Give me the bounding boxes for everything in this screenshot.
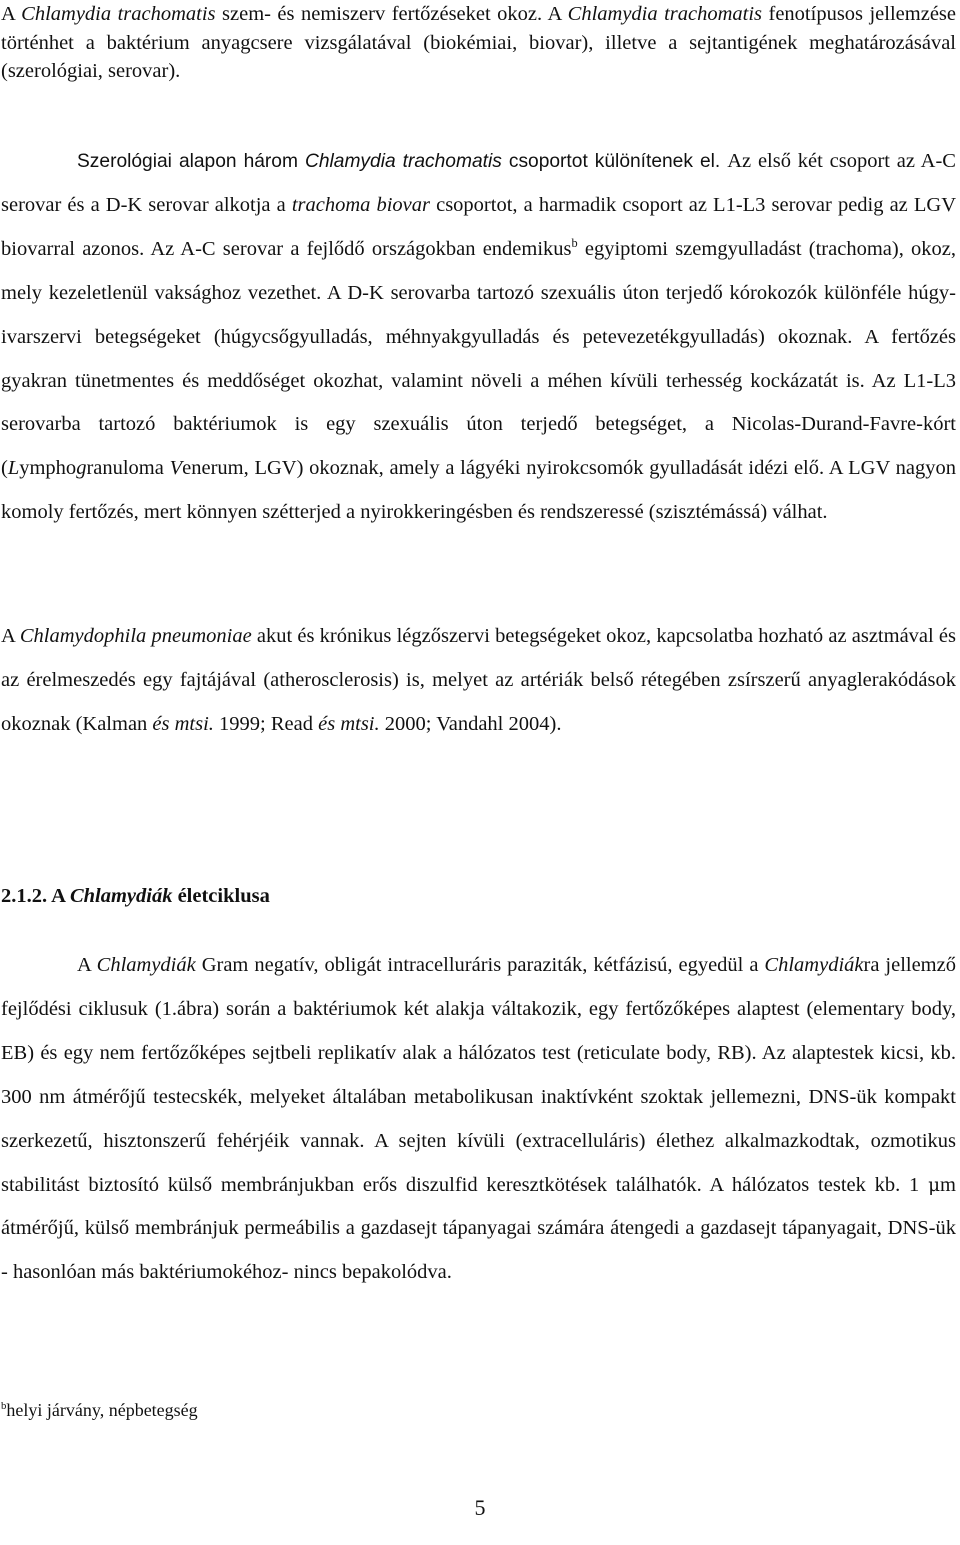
footnote-text: helyi járvány, népbetegség xyxy=(6,1400,198,1420)
text-run: A D-K serovarba tartozó szexuális úton terjedő kórokozók különféle húgy-ivarszervi betegségeket (húgycsőgyulladás, méhnyakgyulladás és petevezetékgyulladás) okoznak. A fertőzés gyakran tünetmentes és meddőséget okozhat, valamint növeli a méhen kívüli terhesség kockázatát is. Az L1-L3 serovarba tartozó baktériumok is egy szexuális úton terjedő betegséget, a Nicolas-Durand-Favre-kórt ( xyxy=(1,281,957,480)
text-run: 2000; Vandahl 2004). xyxy=(379,712,562,735)
footnote-marker: b xyxy=(1,1400,7,1412)
text-run: ra jellemző fejlődési ciklusuk (1.ábra) során a baktériumok két alakja váltakozik, egy fertőzőképes alaptest (elementary body, EB) és egy nem fertőzőképes sejtbeli replikatív alak a hálózatos test (reticulate body, RB). Az alaptestek kicsi, kb. 300 nm átmérőjű testecskék, melyeket általában metabolikusan inaktívként szoktak jellemezni, DNS-ük kompakt szerkezetű, hisztonszerű fehérjéik vannak. A sejten kívüli (extracelluláris) élethez alkalmazkodtak, ozmotikus stabilitást biztosító külső membránjukban erős diszulfid keresztkötések találhatók. A hálózatos testek kb. 1 xyxy=(1,954,956,1196)
genus-name: Chlamydiák xyxy=(96,954,196,976)
text-run: A xyxy=(1,3,22,25)
emphasis-letter: g xyxy=(76,457,87,480)
page-number: 5 xyxy=(474,1495,486,1520)
text-run: A xyxy=(77,954,97,976)
genus-name: Chlamydiák xyxy=(69,885,173,907)
section-number: 2.1.2. xyxy=(1,885,52,907)
text-run: szem- és nemiszerv fertőzéseket okoz. A xyxy=(215,3,568,25)
emphasis-letter: L xyxy=(7,457,20,480)
text-run: egyiptomi szemgyulladást (trachoma), okoz, mely kezeletlenül vaksághoz vezethet. xyxy=(1,237,957,304)
paragraph-chlamydia-trachomatis-intro xyxy=(1,0,956,86)
text-run: A xyxy=(1,625,20,647)
paragraph-life-cycle xyxy=(1,944,956,1295)
citation-et-al: és mtsi. xyxy=(318,712,380,735)
text-run: csoportot, a harmadik csoport az L1-L3 serovar pedig az LGV biovarral azonos. Az A-C serovar a fejlődő országokban endemikus xyxy=(1,193,956,260)
paragraph-serological-groups xyxy=(1,140,956,535)
genus-name: Chlamydiák xyxy=(764,954,864,976)
citation-et-al: és mtsi. xyxy=(152,712,214,735)
footnote-marker: b xyxy=(571,235,578,250)
text-run: m átmérőjű, külső membránjuk permeábilis a gazdasejt tápanyagai számára átengedi a gazdasejt tápanyagait, DNS-ük - hasonlóan más baktériumokéhoz- nincs bepakolódva. xyxy=(1,1173,956,1284)
text-run: Az első két csoport az A-C serovar és a D-K serovar alkotja a xyxy=(1,150,956,216)
micro-symbol: μ xyxy=(928,1174,941,1196)
emphasis-letter: V xyxy=(169,457,183,480)
text-run: fenotípusos jellemzése történhet a baktérium anyagcsere vizsgálatával (biokémiai, biovar), illetve a sejtantigének meghatározásával (szerológiai, serovar). xyxy=(1,3,956,82)
text-run: életciklusa xyxy=(172,885,270,907)
text-run: enerum, LGV) okoznak, amely a lágyéki nyirokcsomók gyulladását idézi elő. A LGV nagyon komoly fertőzés, mert könnyen szétterjed a nyirokkeringésben és rendszeressé (szisztémássá) válhat. xyxy=(1,457,957,524)
text-run: A xyxy=(51,885,70,907)
text-run: Gram negatív, obligát intracelluráris paraziták, kétfázisú, egyedül a xyxy=(195,954,765,976)
species-name: Chlamydia trachomatis xyxy=(567,3,763,25)
text-run: 1999; Read xyxy=(213,712,319,735)
species-name: Chlamydophila pneumoniae xyxy=(19,625,252,647)
section-heading xyxy=(1,878,956,914)
text-run: ranuloma xyxy=(86,457,170,480)
text-run: ympho xyxy=(19,457,77,480)
text-run: csoportot különítenek el. xyxy=(501,151,728,172)
footnote xyxy=(1,1396,956,1424)
paragraph-chlamydophila-pneumoniae xyxy=(1,615,956,747)
biovar-name: trachoma biovar xyxy=(291,193,431,216)
text-run: Szerológiai alapon három xyxy=(77,151,305,172)
species-name: Chlamydia trachomatis xyxy=(304,151,502,172)
species-name: Chlamydia trachomatis xyxy=(21,3,216,25)
text-run: akut és krónikus légzőszervi betegségeket okoz, kapcsolatba hozható az asztmával és az érelmeszedés egy fajtájával (atherosclerosis) is, melyet az artériák belső rétegében zsírszerű anyaglerakódások okoznak (Kalman xyxy=(1,625,956,735)
